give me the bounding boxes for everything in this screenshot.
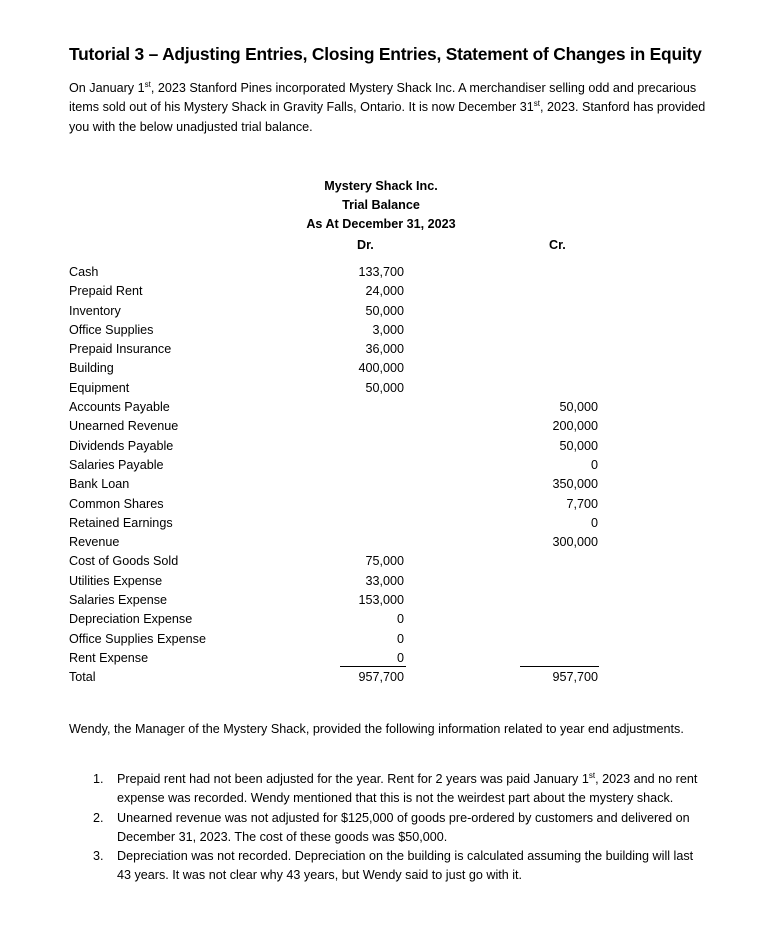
table-row (0, 458, 774, 477)
account-name: Salaries Expense (69, 593, 168, 608)
list-item (69, 847, 709, 886)
intro-paragraph (69, 79, 709, 137)
debit-amount: 0 (396, 631, 404, 646)
account-name: Building (69, 361, 114, 376)
credit-amount: 0 (590, 457, 598, 472)
debit-amount: 957,700 (358, 670, 404, 685)
table-row (0, 497, 774, 516)
table-row (0, 554, 774, 573)
table-row (0, 439, 774, 458)
table-row (0, 304, 774, 323)
account-name: Unearned Revenue (69, 419, 179, 434)
table-row (0, 612, 774, 631)
intro-text-3: , 2023. Stanford has provided you with the below unadjusted trial balance. (69, 100, 706, 134)
table-row (0, 651, 774, 670)
debit-amount: 0 (396, 650, 404, 665)
debit-amount: 400,000 (358, 361, 404, 376)
table-row (0, 361, 774, 380)
intro-text-1: On January 1 (69, 81, 145, 95)
credit-column-header: Cr. (549, 238, 566, 252)
item-superscript: st (588, 771, 596, 780)
debit-amount: 50,000 (365, 380, 404, 395)
account-name: Accounts Payable (69, 400, 170, 415)
table-row (0, 284, 774, 303)
statement-name: Trial Balance (342, 198, 420, 212)
account-name: Cash (69, 265, 99, 279)
item-text: Prepaid rent had not been adjusted for the year. Rent for 2 years was paid January 1 (117, 772, 589, 786)
item-text: Depreciation was not recorded. Depreciation on the building is calculated assuming the building will last 43 years. It was not clear why 43 years, but Wendy said to just go with it. (117, 849, 694, 883)
credit-amount: 7,700 (566, 496, 598, 511)
credit-amount: 300,000 (552, 535, 598, 550)
debit-amount: 153,000 (358, 593, 404, 608)
table-row (0, 400, 774, 419)
page-title: Tutorial 3 – Adjusting Entries, Closing Entries, Statement of Changes in Equity (69, 44, 702, 64)
table-row (0, 265, 774, 284)
intro-superscript-2: st (533, 99, 540, 109)
table-row (0, 419, 774, 438)
account-name: Prepaid Insurance (69, 342, 172, 357)
intro-text-2: , 2023 Stanford Pines incorporated Mystery Shack Inc. A merchandiser selling odd and precarious items sold out of his Mystery Shack in Gravity Falls, Ontario. It is now December 31 (69, 81, 697, 115)
debit-total-rule (340, 666, 406, 667)
debit-amount: 133,700 (358, 265, 404, 279)
debit-amount: 3,000 (372, 322, 404, 337)
table-row (0, 574, 774, 593)
table-row (0, 516, 774, 535)
account-name: Prepaid Rent (69, 284, 143, 299)
table-row (0, 632, 774, 651)
debit-amount: 24,000 (365, 284, 404, 299)
list-item (69, 809, 709, 848)
credit-amount: 957,700 (552, 670, 598, 685)
credit-amount: 50,000 (559, 400, 598, 415)
account-name: Dividends Payable (69, 438, 174, 453)
table-row (0, 535, 774, 554)
credit-amount: 50,000 (559, 438, 598, 453)
account-name: Bank Loan (69, 477, 130, 492)
debit-amount: 36,000 (365, 342, 404, 357)
credit-amount: 350,000 (552, 477, 598, 492)
debit-amount: 50,000 (365, 303, 404, 318)
credit-amount: 200,000 (552, 419, 598, 434)
account-name: Equipment (69, 380, 130, 395)
table-row (0, 381, 774, 400)
table-row (0, 593, 774, 612)
table-row (0, 477, 774, 496)
debit-amount: 0 (396, 612, 404, 627)
account-name: Rent Expense (69, 650, 149, 665)
credit-total-rule (520, 666, 599, 667)
account-name: Depreciation Expense (69, 612, 193, 627)
debit-amount: 75,000 (365, 554, 404, 569)
account-name: Inventory (69, 303, 121, 318)
item-number: 3. (93, 849, 104, 864)
debit-amount: 33,000 (365, 573, 404, 588)
intro-superscript-1: st (144, 80, 151, 89)
item-number: 2. (93, 810, 104, 825)
account-name: Office Supplies (69, 322, 154, 337)
account-name: Salaries Payable (69, 457, 164, 472)
credit-amount: 0 (590, 515, 598, 530)
list-item (69, 770, 709, 809)
statement-date: As At December 31, 2023 (306, 217, 456, 231)
table-row (0, 323, 774, 342)
item-text: Unearned revenue was not adjusted for $125,000 of goods pre-ordered by customers and delivered on December 31, 2023. The cost of these goods was $50,000. (117, 810, 690, 844)
account-name: Retained Earnings (69, 515, 173, 530)
adjustments-list (69, 770, 709, 886)
table-row (0, 342, 774, 361)
total-row (0, 670, 774, 689)
adjustments-intro: Wendy, the Manager of the Mystery Shack, provided the following information related to year end adjustments. (69, 722, 684, 736)
account-name: Office Supplies Expense (69, 631, 206, 646)
account-name: Total (69, 670, 96, 685)
item-text-continued: , 2023 and no rent expense was recorded. Wendy mentioned that this is not the weirdest part about the mystery shack. (117, 772, 698, 806)
account-name: Cost of Goods Sold (69, 554, 179, 569)
account-name: Common Shares (69, 496, 164, 511)
debit-column-header: Dr. (357, 238, 374, 252)
item-number: 1. (93, 772, 104, 786)
account-name: Revenue (69, 535, 120, 550)
account-name: Utilities Expense (69, 573, 163, 588)
company-name: Mystery Shack Inc. (324, 179, 438, 193)
trial-balance-table (0, 265, 774, 690)
